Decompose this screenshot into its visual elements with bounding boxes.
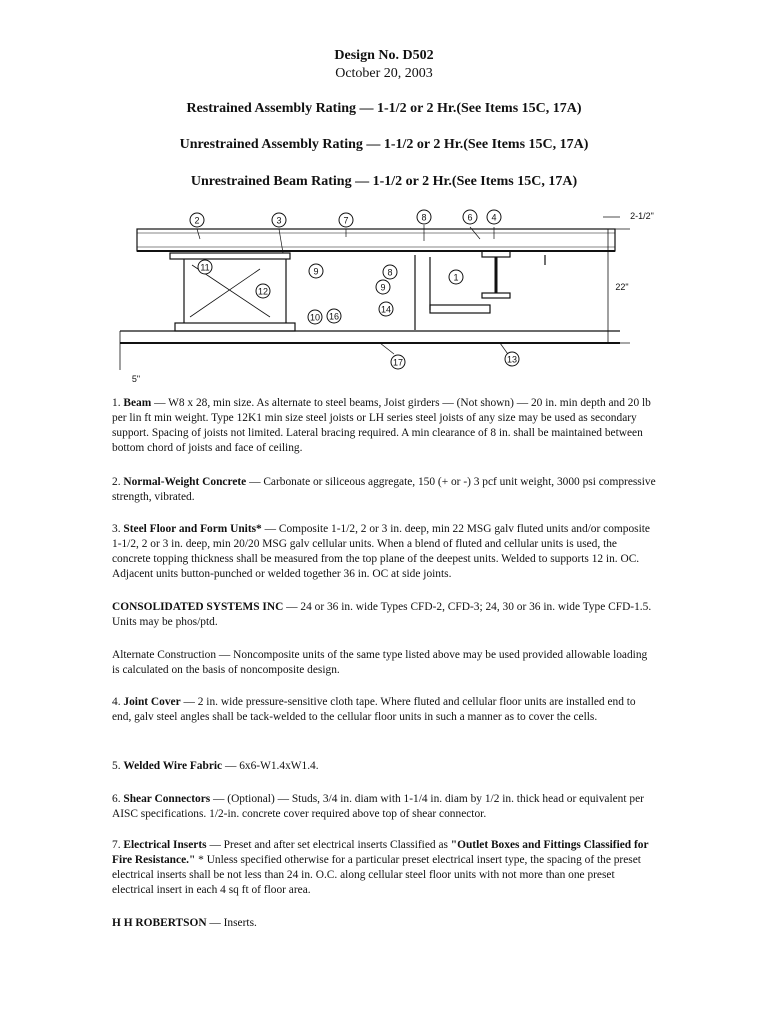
callout-label: 2	[194, 215, 200, 226]
callout-label: 8	[387, 267, 393, 278]
callout-label: 17	[392, 357, 404, 368]
manufacturer-consolidated-systems: CONSOLIDATED SYSTEMS INC — 24 or 36 in. wide Types CFD-2, CFD-3; 24, 30 or 36 in. wide Type CFD-1.5. Units may be phos/ptd.	[112, 601, 652, 628]
callout-label: 14	[380, 304, 392, 315]
callout-label: 1	[453, 272, 459, 283]
callout-label: 8	[421, 212, 427, 223]
callout-label: 12	[257, 286, 269, 297]
alternate-construction: Alternate Construction — Noncomposite units of the same type listed above may be used provided allowable loading is calculated on the basis of noncomposite design.	[112, 649, 648, 676]
callout-label: 16	[328, 311, 340, 322]
floor-ceiling-section-drawing	[100, 205, 660, 390]
callout-label: 3	[276, 215, 282, 226]
item-4-joint-cover: 4. Joint Cover — 2 in. wide pressure-sensitive cloth tape. Where fluted and cellular floor units are installed end to end, galv steel angles shall be tack-welded to the cellular floor units in such a manner as to cover the cells.	[112, 696, 636, 723]
concrete-slab	[137, 229, 615, 251]
dimension-height: 22"	[615, 282, 629, 292]
unrestrained-beam-rating: Unrestrained Beam Rating — 1-1/2 or 2 Hr.(See Items 15C, 17A)	[190, 174, 578, 189]
joist-bottom-chord	[175, 323, 295, 331]
callout-label: 13	[506, 354, 518, 365]
callout-label: 10	[309, 312, 321, 323]
callout-label: 7	[343, 215, 349, 226]
design-number: Design No. D502	[334, 48, 434, 63]
item-5-welded-wire-fabric: 5. Welded Wire Fabric — 6x6-W1.4xW1.4.	[112, 760, 319, 772]
callout-label: 9	[380, 282, 386, 293]
callout-label: 6	[467, 212, 473, 223]
item-1-beam: 1. Beam — W8 x 28, min size. As alternate to steel beams, Joist girders — (Not shown) — 20 in. min depth and 20 lb per lin ft min weight. Type 12K1 min size steel joists or LH series steel joists of any size may be used as secondary support. Spacing of joists not limited. Lateral bracing required. A min clearance of 8 in. shall be maintained between bottom chord of joists and face of ceiling.	[112, 397, 651, 454]
callout-label: 9	[313, 266, 319, 277]
callout-label: 4	[491, 212, 497, 223]
dimension-top: 2-1/2"	[630, 211, 654, 221]
beam-bottom-flange	[482, 293, 510, 298]
joist-top-chord	[170, 253, 290, 259]
design-date: October 20, 2003	[335, 66, 433, 81]
restrained-assembly-rating: Restrained Assembly Rating — 1-1/2 or 2 Hr.(See Items 15C, 17A)	[186, 101, 582, 116]
item-2-concrete: 2. Normal-Weight Concrete — Carbonate or siliceous aggregate, 150 (+ or -) 3 pcf unit weight, 3000 psi compressive strength, vibrated.	[112, 476, 656, 503]
manufacturer-hh-robertson: H H ROBERTSON — Inserts.	[112, 917, 257, 929]
item-6-shear-connectors: 6. Shear Connectors — (Optional) — Studs, 3/4 in. diam with 1-1/4 in. diam by 1/2 in. thick head or equivalent per AISC specifications. 1/2-in. concrete cover required above top of shear connector.	[112, 793, 644, 820]
item-3-steel-floor-units: 3. Steel Floor and Form Units* — Composite 1-1/2, 2 or 3 in. deep, min 22 MSG galv fluted units and/or composite 1-1/2, 2 or 3 in. deep, min 20/20 MSG galv cellular units. When a blend of fluted and cellular units is used, the concrete topping thickness shall be measured from the top plane of the deepest units. Welded to supports 12 in. OC. Adjacent units button-punched or welded together 36 in. OC at side joints.	[112, 523, 650, 580]
callout-label: 11	[200, 262, 210, 273]
item-7-electrical-inserts: 7. Electrical Inserts — Preset and after set electrical inserts Classified as "Outlet Boxes and Fittings Classified for Fire Resistance." * Unless specified otherwise for a particular preset electrical insert type, the spacing of the preset electrical inserts shall be not less than 24 in. O.C. along cellular steel floor units with not more than one preset electrical insert in each 4 sq ft of floor area.	[112, 839, 649, 896]
dimension-bottom: 5"	[131, 374, 141, 384]
unrestrained-assembly-rating: Unrestrained Assembly Rating — 1-1/2 or 2 Hr.(See Items 15C, 17A)	[179, 137, 589, 152]
